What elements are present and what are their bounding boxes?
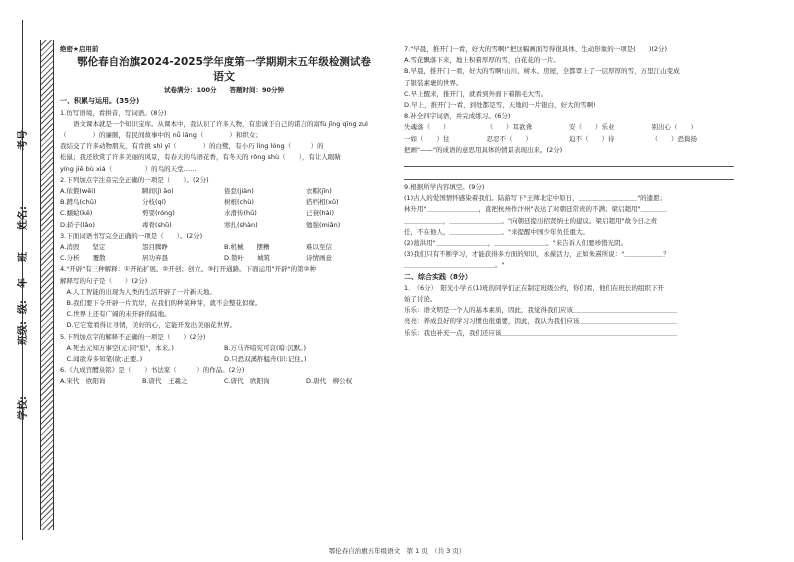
question-text: 始了讨论。: [404, 295, 437, 304]
question-text: (3)我们只有不断学习，才能获得多方面的知识，永葆活力，正如朱熹所说："＿＿＿＿＿＿？: [404, 250, 670, 259]
question-text: yíng jiē bù xiá（ ）的鸟的天堂……: [60, 164, 197, 173]
class-char-label: 班: [18, 252, 29, 262]
left-column: [60, 44, 388, 388]
left-questions: [60, 96, 388, 387]
exam-title: 鄂伦春自治旗2024-2025学年度第一学期期末五年级检测试卷: [77, 56, 371, 69]
exam-info: 试卷满分：100分 答题时间：90分钟: [163, 86, 285, 95]
question-text: B.早晨，推开门一看，好大的雪啊!山川、树木、房屋，全都罩上了一层厚厚的雪，万里江山变成: [404, 67, 680, 76]
question-text: 2.下列加点字注音完全正确的一项是（ ）。(2分): [60, 175, 209, 184]
option-text: 难以至信: [306, 243, 332, 252]
option-text: B.万马齐喑究可哀(喑:沉默。): [224, 343, 307, 352]
question-text: 乐乐：我也补充一点，我们还应该＿＿＿＿＿＿＿＿＿＿＿＿＿＿＿＿＿＿＿＿＿＿＿＿＿＿＿: [404, 328, 677, 337]
name-label: 姓名:: [18, 206, 29, 230]
question-text: 亮亮：养成良好的学习习惯也很重要，因此，我认为我们应该＿＿＿＿＿＿＿＿＿＿＿＿＿＿＿: [404, 317, 677, 326]
option-text: D.唐代 柳公权: [306, 377, 353, 386]
option-text: C.闻欲寿多知笔(欲:正要。): [60, 355, 143, 364]
option-text: 剪耍(róng): [142, 209, 175, 218]
page-footer: 鄂伦春自治旗五年级语文 第 1 页 （共 3 页）: [328, 547, 466, 555]
option-row: [404, 122, 734, 133]
option-text: A.死去元知万事空(元:同"原"，本来。): [60, 343, 174, 352]
option-row: [60, 343, 388, 354]
option-text: 寒扎(shàn): [224, 220, 258, 229]
option-text: D.赞叶 城筑: [224, 254, 271, 263]
question-text: C.早上醒来，推开门，就看到外面下着鹅毛大雪。: [404, 89, 548, 98]
grade-char-label: 年: [18, 278, 29, 288]
answer-line: [404, 156, 734, 167]
question-text: C.世界上还有广阔的未开辟的陆地。: [60, 310, 171, 319]
option-text: 搭档相(xǔ): [306, 198, 339, 207]
option-text: A.宋代 欧阳询: [60, 377, 106, 386]
secret-mark: 绝密★启用前: [60, 45, 99, 53]
question-text: 8.补全四字词语，并完成练习。(6分): [404, 112, 511, 121]
option-text: 怨目腾睁: [142, 243, 168, 252]
question-text: D.早上，推开门一看，到处都是雪，天地间一片银白，好大的雪啊!: [404, 101, 596, 110]
option-row: [60, 197, 388, 208]
option-text: 水滑传(hū): [224, 209, 257, 218]
question-text: 7."早晨，推开门一看，好大的雪啊!"把这幅画面写得很具体、生动形象的一项是( )(2分): [404, 45, 668, 53]
option-text: （ ）恐捣扬: [651, 134, 697, 143]
question-text: 3.下面词语书写完全正确的一项是（ ）。(2分): [60, 231, 203, 240]
section-heading: 二、综合实践（8分）: [404, 272, 472, 281]
question-text: 解释写的句子是（ ）(2分): [60, 276, 148, 285]
question-text: 我结交了许多动物朋友，有肯挑 shì yī（ ）的白鹭，有小巧 líng lóng（ ）的: [60, 142, 324, 151]
seal-line-hatch: [40, 40, 54, 530]
option-text: B.蹲鸟(chū): [60, 198, 97, 207]
option-text: 迫不（ ）待: [569, 134, 615, 143]
option-text: 诗情画意: [306, 254, 332, 263]
question-text: (1)古人的爱国情怀感染着我们。陆游写下"王师北定中原日，＿＿＿＿＿＿＿＿＿"的遗愿；: [404, 194, 667, 203]
subject-title: 语文: [213, 70, 235, 84]
option-text: D.只恐双溪舴艋舟(识:记住。): [224, 355, 307, 364]
option-text: B.机械 摆糟: [224, 243, 270, 252]
option-text: 安（ ）乐业: [569, 123, 615, 132]
option-row: [60, 354, 388, 365]
question-text: A.人工智能的出现为人类的生活开辟了一片新天地。: [60, 287, 216, 296]
option-row: [60, 186, 388, 197]
option-text: 树根(chù): [224, 198, 254, 207]
option-text: B.唐代 王羲之: [142, 377, 188, 386]
question-text: 1. （6分） 阳光小学五(1)班的同学们正在制定班级公约，你们看，他们在班长的组织下开: [404, 283, 665, 292]
question-text: 9.根据所学内容填空。(9分): [404, 183, 485, 192]
question-text: 乐乐：语文明是一个人的基本素质，因此，我觉得我们应该＿＿＿＿＿＿＿＿＿＿＿＿＿＿＿＿: [404, 306, 677, 315]
question-text: 语文课本就是一个知识宝库。从课本中，我认识了许多人物，有忠诚于自己的诺言的富fù jīng qīng zuì（ ）的廉颇，有民间故事中的 nǚ lǎng（ ）和织女；: [60, 119, 368, 140]
option-text: C.唐代 欧阳询: [224, 377, 270, 386]
question-text: A.雪花飘落下来，地上积着厚厚的雪，白花花的一片。: [404, 56, 560, 65]
section-heading: 一、积累与运用。(35分): [60, 97, 140, 106]
option-text: 别出心（ ）: [651, 123, 697, 132]
question-text: B.我们要下令开辟一片荒岸，在我们的种菜种芽，就不会整花似缘。: [60, 299, 262, 308]
option-text: 忍忍不（ ）: [486, 134, 532, 143]
question-text: 1.仿写语境，看拼音，写词语。(8分): [60, 108, 167, 117]
question-text: 了银装素裹的世界。: [404, 78, 463, 87]
option-text: 倦怠(jiàn): [224, 187, 254, 196]
exam-number-label: 考号: [18, 130, 29, 150]
option-text: C.蠕蛤(kē): [60, 209, 93, 218]
option-text: 分枝(qí): [142, 198, 167, 207]
binding-margin: [0, 0, 50, 562]
option-text: 失魂落（ ）: [404, 123, 450, 132]
question-text: (2)葛洪用"＿＿＿＿＿＿＿＿，＿＿＿＿＿＿＿＿。"来告诉人们要珍惜光阴。: [404, 239, 628, 248]
question-text: 4."开辟"有三种解释：①开拓扩展。②开创；创立。③打开通路。下面运用"开辟"的第②种: [60, 265, 316, 274]
question-text: 5.下列加点字的解释不正确的一项是（ ）(2分): [60, 332, 206, 341]
option-text: A.依偎(wēi): [60, 187, 96, 196]
question-text: 6.《九成宫醴泉铭》是（ ）书法家（ ）的作品。(2分): [60, 366, 245, 375]
option-text: 瞬间(jì ǎo): [142, 187, 174, 196]
school-label: 学校:: [18, 396, 29, 420]
option-row: [60, 242, 388, 253]
question-text: D.它它宽看得让寻情，美好的心，定能开发出美丽花世界。: [60, 321, 237, 330]
question-text: ＿＿＿＿＿＿，＿＿＿＿＿＿＿＿。"向朝廷提出招贤纳士的建议。梁启超用"故今日之责: [404, 216, 657, 225]
option-text: D.轿子(lǎo): [60, 220, 95, 229]
option-text: 已衰(hài): [306, 209, 334, 218]
question-text: ＿＿＿＿＿＿＿＿＿＿＿＿＿＿。": [404, 261, 505, 270]
option-row: [60, 208, 388, 219]
option-text: 衣帽(jīn): [306, 187, 332, 196]
option-row: [60, 220, 388, 231]
question-text: 松鼠；我还欣赏了许多美丽的风景，有春天的鸟语花香，有冬天的 rōng shù（ ），有让人眼睛: [60, 153, 341, 162]
option-row: [404, 134, 734, 145]
option-text: 毒骨(shǔ): [142, 220, 172, 229]
question-text: 林升用"＿＿＿＿＿＿＿＿，直把杭州作汴州"表达了对朝廷常贵的不满；梁启超用"＿＿＿＿: [404, 205, 667, 214]
grade-label: 级:: [18, 300, 29, 314]
option-text: 一如（ ）往: [404, 134, 450, 143]
option-text: 勉强(miǎn): [306, 220, 341, 229]
right-questions: [404, 44, 734, 339]
option-text: （ ）耳欲聋: [486, 123, 532, 132]
right-column: [404, 44, 734, 339]
question-text: 把画"——"的成语的意思用具体的情景表现出来。(2分): [404, 145, 563, 154]
question-text: 任，不在他人，＿＿＿＿＿＿＿＿。"来提醒中国少年负任重大。: [404, 227, 589, 236]
answer-line: [404, 169, 734, 180]
option-row: [60, 376, 388, 387]
option-row: [60, 253, 388, 264]
option-text: 居功弃恳: [142, 254, 168, 263]
option-text: C.分析 覆散: [60, 254, 106, 263]
class-label: 班级:: [18, 321, 29, 345]
option-text: A.消毁 坚定: [60, 243, 106, 252]
